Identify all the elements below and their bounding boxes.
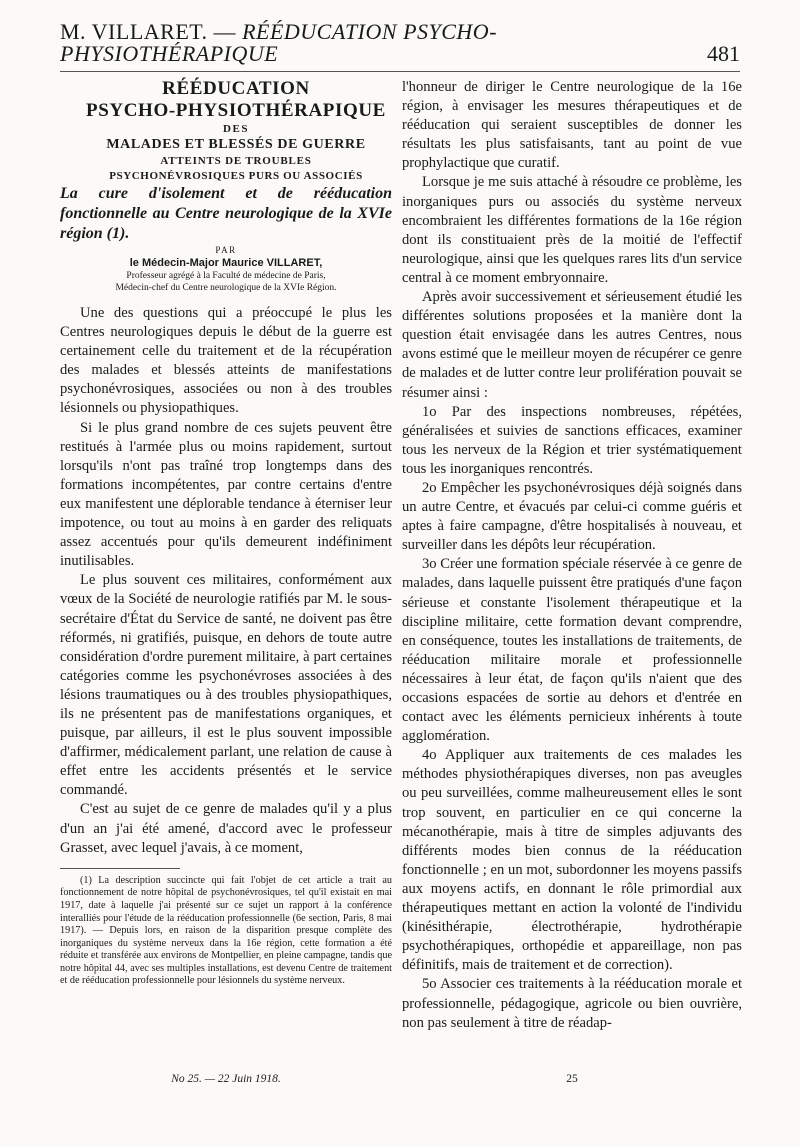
running-header-author: M. VILLARET. — RÉÉDUCATION PSYCHO-PHYSIOTHÉRAPIQUE [60,19,498,66]
article-title-des: DES [223,123,249,135]
issue-footer: No 25. — 22 Juin 1918. [171,1073,281,1085]
article-title-line5: PSYCHONÉVROSIQUES PURS OU ASSOCIÉS [109,170,363,182]
body-paragraph: C'est au sujet de ce genre de malades qu'il y a plus d'un an j'ai été amené, d'accord avec le professeur Grasset, avec lequel j'avais, à ce moment, [60,801,392,856]
running-header-title: RÉÉDUCATION PSYCHO-PHYSIOTHÉRAPIQUE [60,19,498,66]
list-item: 2o Empêcher les psychonévrosiques déjà soignés dans un autre Centre, et évacués par celui-ci comme guéris et aptes à faire campagne, d'être hospitalisés à nouveau, et surveiller dans les dépôts leur récupération. [402,479,742,554]
byline-par: PAR [215,245,237,255]
body-paragraph: Si le plus grand nombre de ces sujets peuvent être restitués à l'armée plus ou moins rapidement, surtout lorsqu'ils n'ont pas traîné trop longtemps dans des formations incompétentes, par contre certains d'entre eux manifestent une déplorable tendance à éterniser leur impotence, ou tout au moins à en garder des reliquats assez accentués pour qu'ils demeurent indéfiniment inutilisables. [60,419,392,570]
article-title-line3: MALADES ET BLESSÉS DE GUERRE [106,137,366,152]
byline-affiliation-1: Professeur agrégé à la Faculté de médecine de Paris, [126,271,326,281]
footnote-rule [60,868,180,869]
byline-affiliation-2: Médecin-chef du Centre neurologique de la XVIe Région. [115,283,337,293]
list-item: 5o Associer ces traitements à la rééducation morale et professionnelle, pédagogique, agricole ou bien ouvrière, non pas seulement à titre de réadap- [402,976,742,1031]
body-paragraph: Le plus souvent ces militaires, conformément aux vœux de la Société de neurologie ratifiés par M. le sous-secrétaire d'État du Service de santé, ne doivent pas être réformés, ni gratifiés, puisque, en dehors de toute autre considération d'ordre purement militaire, à part certaines catégories comme les psychonévroses associées à des lésions traumatiques ou à des troubles physiopathiques, ils ne présentent pas de manifestations organiques, et puisque, par ailleurs, il est le plus souvent impossible d'affirmer, médicalement parlant, une relation de cause à effet entre les accidents présentés et le service commandé. [60,572,392,799]
article-title-line1: RÉÉDUCATION [162,78,310,99]
body-paragraph: Après avoir successivement et sérieusement étudié les différentes solutions proposées et la manière dont la question était envisagée dans les autres Centres, nous avons estimé que le meilleur moyen de récupérer ce genre de malades et de lutter contre leur prolifération pouvait se résumer ainsi : [402,289,742,401]
running-header [60,19,740,72]
body-paragraph: Une des questions qui a préoccupé le plus les Centres neurologiques depuis le début de la guerre est certainement celle du traitement et de la récupération des malades et blessés atteints de manifestations psychonévrosiques, associées ou non à des troubles lésionnels ou physiopathiques. [60,305,392,417]
sheet-number: 25 [566,1073,578,1085]
right-column [402,78,742,1033]
list-item: 1o Par des inspections nombreuses, répétées, généralisées et suivies de sanctions efficaces, examiner tous les nerveux de la Région et trier systématiquement tous les inorganiques rencontrés. [402,403,742,477]
article-title-line4: ATTEINTS DE TROUBLES [160,155,312,167]
list-item: 4o Appliquer aux traitements de ces malades les méthodes physiothérapiques diverses, non pas aveugles ou peu surveillées, comme malheureusement elles le sont trop souvent, en particulier en ce qui concerne la mécanothérapie, mais à titre de simples adjuvants des différents modes bien connus de la rééducation fonctionnelle ; en un mot, subordonner les moyens passifs aux moyens actifs, en donnant le rôle primordial aux thérapeutiques mettant en action la volonté de l'individu (kinésithérapie, électrothérapie, hydrothérapie psychothérapiques, orthopédie et appareillage, non pas définitifs, mais de traitement et de correction). [402,747,742,974]
byline-author: le Médecin-Major Maurice VILLARET, [129,257,323,269]
body-paragraph: l'honneur de diriger le Centre neurologique de la 16e région, à envisager les mesures thérapeutiques et de rééducation qui seraient susceptibles de donner les résultats les plus satisfaisants, tant au point de vue prophylactique que curatif. [402,79,742,172]
left-column [60,78,392,988]
article-subtitle: La cure d'isolement et de rééducation fonctionnelle au Centre neurologique de la XVIe région (1). [60,185,392,242]
footnote: (1) La description succincte qui fait l'objet de cet article a trait au fonctionnement de notre hôpital de psychonévrosiques, tel qu'il existait en mai 1917, date à laquelle j'ai présenté sur ce sujet un rapport à la conférence interalliés pour l'étude de la rééducation professionnelle (6e section, Paris, 8 mai 1917). — Depuis lors, en raison de la disparition presque complète des inorganiques du système nerveux dans la 16e région, cette formation a été réduite et transférée aux environs de Montpellier, en pleine campagne, tandis que notre hôpital 44, avec ses multiples installations, est devenu Centre de traitement et de rééducation professionnelle pour lésionnels du système nerveux. [60,874,392,987]
page-number: 481 [707,41,740,66]
list-item: 3o Créer une formation spéciale réservée à ce genre de malades, dans laquelle puissent être pratiqués d'une façon sérieuse et constante l'isolement thérapeutique et la discipline militaire, cette formation devant comprendre, en conséquence, toutes les installations de traitements, de rééducation militaire morale et professionnelle nécessaires à leur état, de façon qu'ils n'aient que des occasions espacées de sortie au dehors et d'entrée en contact avec les éléments pernicieux inhérents à toute agglomération. [402,556,742,745]
body-paragraph: Lorsque je me suis attaché à résoudre ce problème, les inorganiques purs ou associés du système nerveux encombraient les différentes formations de la 16e région dont ils constituaient près de la moitié de l'effectif neurologique, ainsi que les quelques rares lits d'un service central à ce moment embryonnaire. [402,174,742,286]
article-title-line2: PSYCHO-PHYSIOTHÉRAPIQUE [86,100,386,121]
